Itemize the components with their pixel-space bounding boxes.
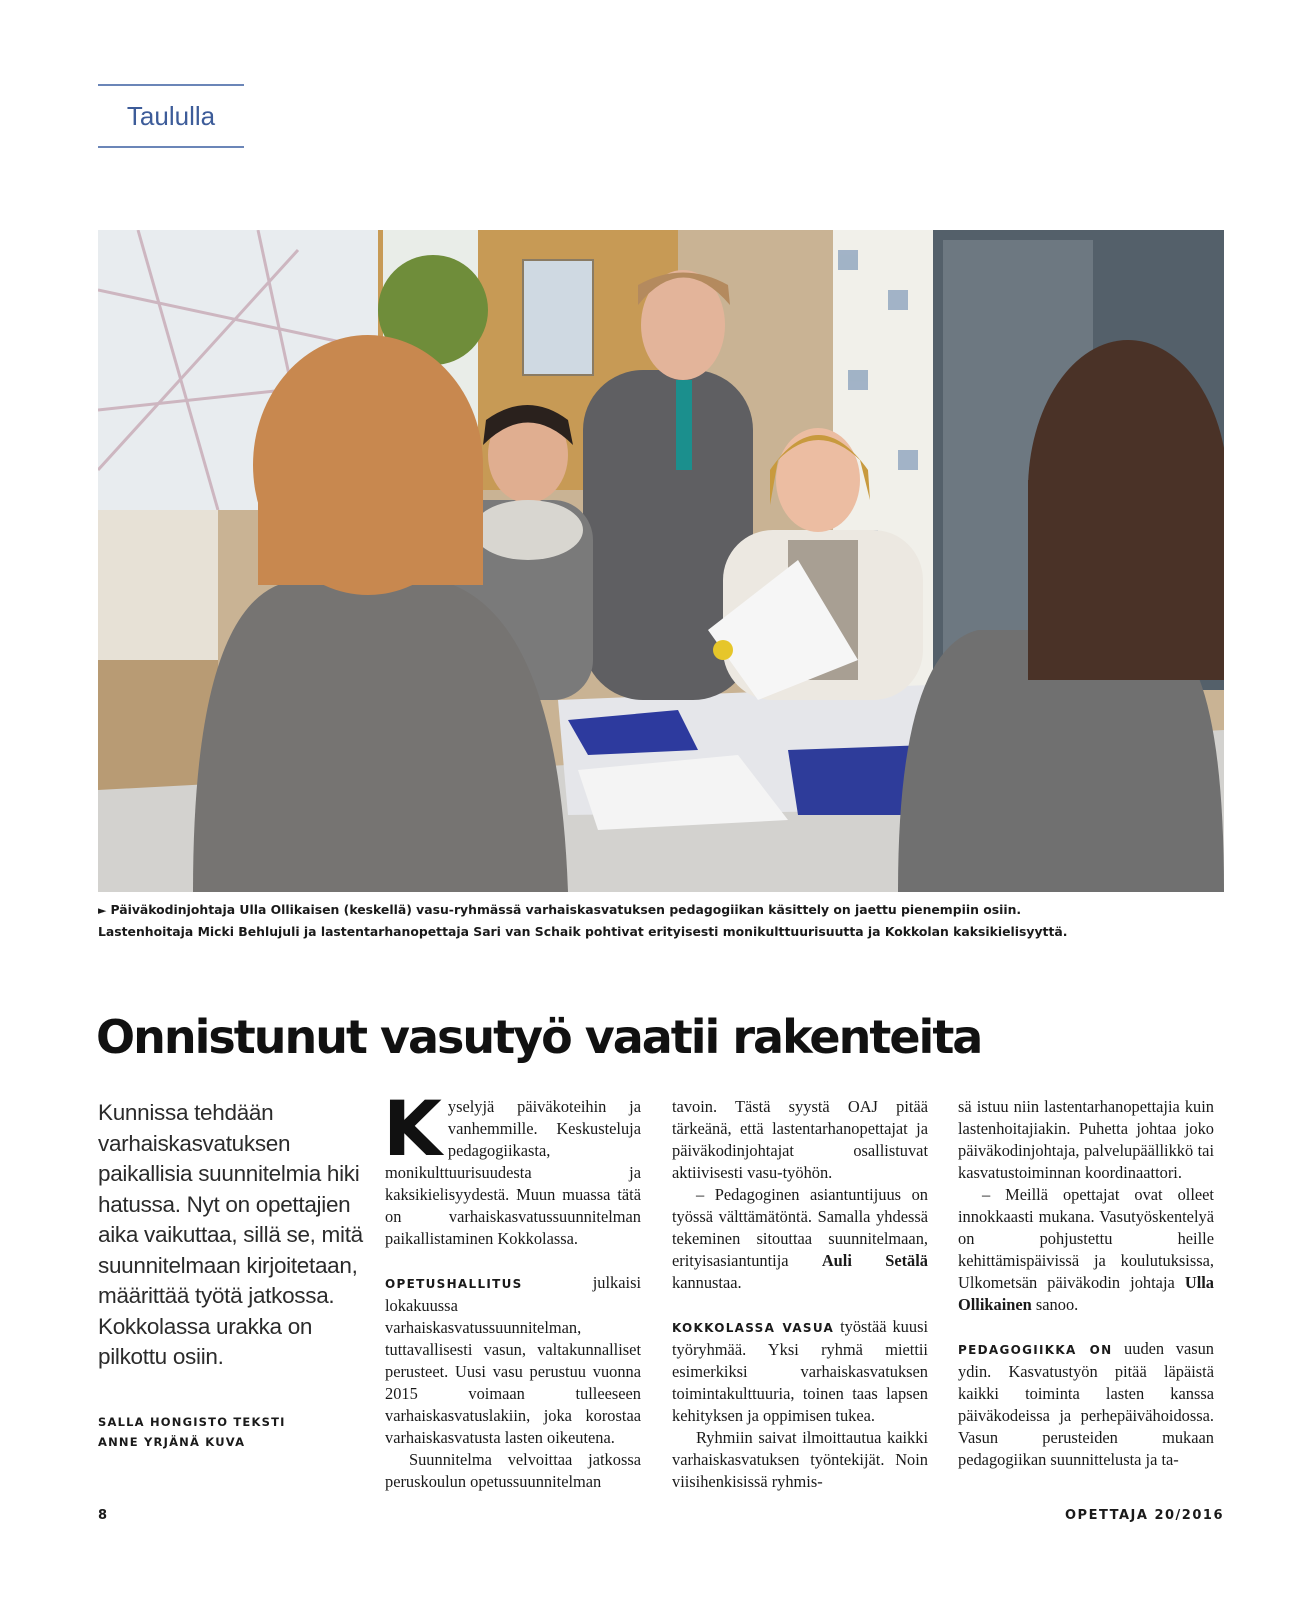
paragraph: sä istuu niin lastentarhanopettajia kuin lastenhoitajiakin. Puhetta johtaa joko päiväkodinjohtaja, palvelupäällikkö tai kasvatustoiminnan koordinaattori. [958,1097,1214,1182]
photo-illustration [98,230,1224,892]
paragraph: Suunnitelma velvoittaa jatkossa peruskoulun opetussuunnitelman [385,1450,641,1491]
paragraph [958,1184,1214,1316]
page-number: 8 [98,1508,109,1523]
caption-line-1 [98,899,1224,921]
drop-cap: K [383,1084,442,1173]
paragraph-text: kannustaa. [672,1273,742,1292]
run-in-heading: PEDAGOGIIKKA ON [958,1343,1113,1357]
credits [98,1412,368,1452]
paragraph-text: yselyjä päiväkoteihin ja vanhemmille. Keskusteluja pedagogiikasta, monikulttuurisuudesta ja kaksikielisyydestä. Muun muassa tätä on varhaiskasvatussuunnitelman paikallistaminen Kokkolassa. [385,1097,641,1248]
paragraph [672,1184,928,1294]
paragraph-text: – Meillä opettajat ovat olleet innokkaasti mukana. Vasutyöskentelyä on pohjustettu heille kehittämispäivissä ja koulutuksissa, Ulkometsän päiväkodin johtaja [958,1185,1214,1292]
paragraph: Ryhmiin saivat ilmoittautua kaikki varhaiskasvatuksen työntekijät. Noin viisihenkisissä ryhmis- [672,1428,928,1491]
run-in-heading: KOKKOLASSA VASUA [672,1321,835,1335]
body-column-3 [958,1096,1214,1471]
publication-issue: OPETTAJA 20/2016 [1065,1508,1224,1523]
paragraph-text: sanoo. [1031,1295,1079,1314]
paragraph-text: työstää kuusi työryhmää. Yksi ryhmä miettii esimerkiksi varhaiskasvatuksen toimintakulttuuria, toinen taas lapsen kehityksen ja oppimisen tukea. [672,1317,928,1425]
person-name: Ulla Ollikainen [958,1273,1214,1314]
credit-text-by: SALLA HONGISTO TEKSTI [98,1415,286,1429]
person-name: Auli Setälä [821,1251,929,1270]
paragraph-text: – Pedagoginen asiantuntijuus on työssä välttämätöntä. Samalla yhdessä tekeminen sitouttaa suunnitelmaan, erityisasiantuntija [672,1185,928,1270]
article-photo [98,230,1224,892]
photo-caption [98,899,1224,942]
caption-arrow-icon: ► [98,904,107,917]
run-in-heading: OPETUSHALLITUS [385,1277,523,1291]
paragraph [672,1316,928,1427]
headline: Onnistunut vasutyö vaatii rakenteita [96,1010,982,1064]
section-label: Taululla [98,84,244,148]
paragraph-text: julkaisi lokakuussa varhaiskasvatussuunnitelman, tuttavallisesti vasun, valtakunnalliset perusteet. Uusi vasu perustuu vuonna 2015 voimaan tulleeseen varhaiskasvatuslakiin, joka korostaa varhaiskasvatusta lasten oikeutena. [385,1273,641,1447]
paragraph-text: uuden vasun ydin. Kasvatustyön pitää läpäistä kaikki toiminta lasten kanssa päiväkodeissa ja perhepäivähoidossa. Vasun perusteiden mukaan pedagogiikan suunnittelusta ja ta- [958,1339,1214,1469]
lead-paragraph: Kunnissa tehdään varhaiskasvatuksen paikallisia suunnitelmia hiki hatussa. Nyt on opettajien aika vaikuttaa, sillä se, mitä suunnitelmaan kirjoitetaan, määrittää työtä jatkossa. Kokkolassa urakka on pilkottu osiin. [98,1100,363,1369]
paragraph [958,1338,1214,1471]
body-column-2 [672,1096,928,1493]
credit-photo-by: ANNE YRJÄNÄ KUVA [98,1435,246,1449]
paragraph: tavoin. Tästä syystä OAJ pitää tärkeänä, että lastentarhanopettajat ja päiväkodinjohtajat osallistuvat aktiivisesti vasu-työhön. [672,1097,928,1182]
body-column-1 [383,1084,641,1493]
caption-text-1: Päiväkodinjohtaja Ulla Ollikaisen (keskellä) vasu-ryhmässä varhaiskasvatuksen pedagogiikan käsittely on jaettu pienempiin osiin. [110,902,1022,917]
caption-line-2: Lastenhoitaja Micki Behlujuli ja lastentarhanopettaja Sari van Schaik pohtivat erityisesti monikulttuurisuutta ja Kokkolan kaksikielisyyttä. [98,924,1068,939]
paragraph [383,1084,641,1250]
paragraph [385,1272,641,1449]
